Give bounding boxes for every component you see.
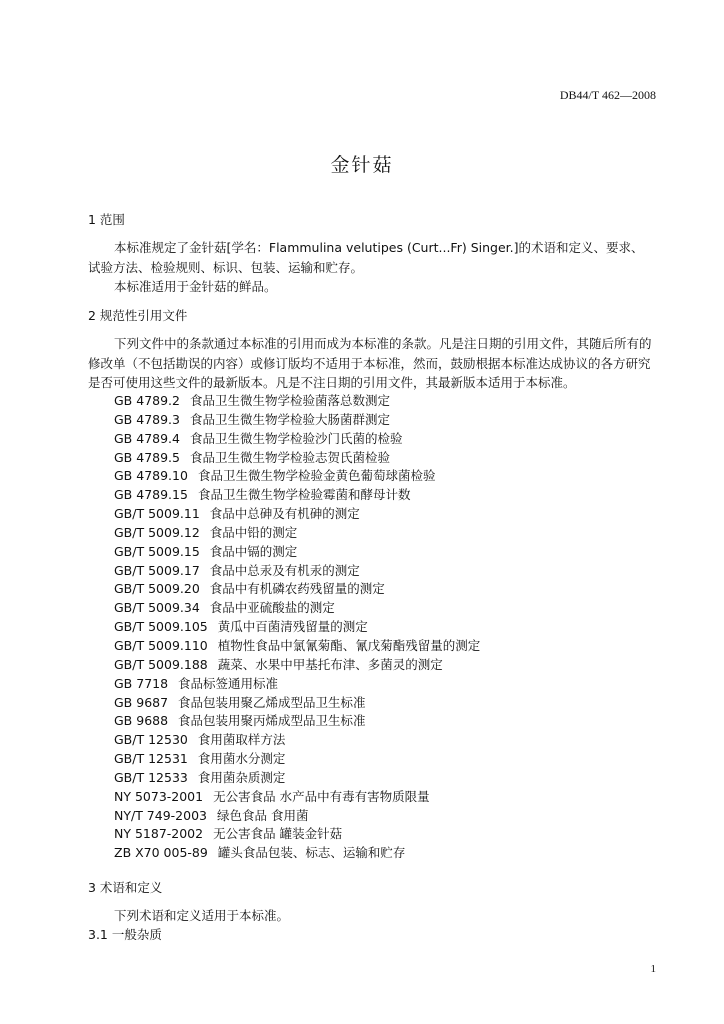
section-1-para-1-line-2: 试验方法、检验规则、标识、包装、运输和贮存。 — [88, 260, 364, 275]
reference-code: NY 5187-2002 — [114, 826, 204, 842]
reference-code: GB/T 5009.20 — [114, 581, 200, 597]
reference-item — [114, 562, 480, 581]
reference-name: 罐头食品包装、标志、运输和贮存 — [217, 845, 406, 861]
reference-code: GB 4789.2 — [114, 393, 180, 408]
reference-name: 食品标签通用标准 — [178, 675, 279, 691]
reference-name: 食品中总砷及有机砷的测定 — [209, 506, 360, 522]
reference-code: GB 4789.10 — [114, 468, 188, 484]
reference-name: 食品包装用聚乙烯成型品卫生标准 — [178, 694, 366, 710]
reference-item — [114, 807, 480, 826]
reference-name: 食品中铅的测定 — [209, 524, 298, 540]
reference-name: 无公害食品 罐装金针菇 — [213, 826, 343, 842]
reference-item — [114, 675, 480, 694]
reference-name: 无公害食品 水产品中有毒有害物质限量 — [213, 788, 430, 804]
reference-name: 蔬菜、水果中甲基托布津、多菌灵的测定 — [217, 656, 443, 672]
reference-name: 食用菌取样方法 — [197, 732, 286, 748]
reference-item — [114, 505, 480, 524]
reference-name: 食品包装用聚丙烯成型品卫生标准 — [178, 713, 366, 729]
reference-name: 食品中亚硫酸盐的测定 — [209, 600, 335, 616]
reference-item — [114, 392, 480, 411]
reference-name: 食品卫生微生物学检验大肠菌群测定 — [189, 411, 390, 427]
reference-name: 食品中镉的测定 — [209, 543, 298, 559]
reference-item — [114, 449, 480, 468]
reference-item — [114, 599, 480, 618]
reference-code: GB 4789.4 — [114, 430, 180, 446]
reference-name: 食品中总汞及有机汞的测定 — [209, 562, 360, 578]
reference-name: 食用菌水分测定 — [197, 751, 286, 767]
reference-item — [114, 618, 480, 637]
reference-code: GB/T 5009.15 — [114, 543, 200, 559]
reference-item — [114, 788, 480, 807]
section-2-intro-line-1: 下列文件中的条款通过本标准的引用而成为本标准的条款。凡是注日期的引用文件，其随后所有的 — [114, 336, 652, 351]
reference-item — [114, 524, 480, 543]
reference-item — [114, 543, 480, 562]
reference-code: GB/T 5009.11 — [114, 506, 200, 522]
reference-item — [114, 486, 480, 505]
section-3-heading: 3 术语和定义 — [88, 880, 163, 895]
reference-name: 食品卫生微生物学检验沙门氏菌的检验 — [189, 430, 403, 446]
reference-list — [114, 392, 480, 863]
reference-code: GB 4789.5 — [114, 449, 180, 465]
reference-name: 黄瓜中百菌清残留量的测定 — [217, 619, 368, 635]
section-1-heading: 1 范围 — [88, 212, 125, 227]
reference-code: ZB X70 005-89 — [114, 845, 208, 861]
document-title: 金针菇 — [330, 154, 394, 176]
reference-code: GB/T 5009.110 — [114, 637, 208, 653]
reference-code: GB 9687 — [114, 694, 169, 710]
page-number: 1 — [650, 963, 656, 975]
reference-item — [114, 694, 480, 713]
reference-code: GB/T 12530 — [114, 732, 188, 748]
section-3-1-heading: 3.1 一般杂质 — [88, 927, 162, 942]
reference-item — [114, 637, 480, 656]
reference-code: GB 9688 — [114, 713, 169, 729]
reference-name: 植物性食品中氯氰菊酯、氰戊菊酯残留量的测定 — [217, 637, 481, 653]
reference-item — [114, 750, 480, 769]
reference-code: GB/T 5009.17 — [114, 562, 200, 578]
reference-item — [114, 769, 480, 788]
section-3-intro: 下列术语和定义适用于本标准。 — [114, 908, 290, 923]
reference-item — [114, 712, 480, 731]
section-2-intro-line-2: 修改单（不包括勘误的内容）或修订版均不适用于本标准，然而，鼓励根据本标准达成协议的各方研究 — [88, 356, 651, 371]
reference-name: 食品卫生微生物学检验志贺氏菌检验 — [189, 449, 390, 465]
reference-item — [114, 580, 480, 599]
reference-code: GB 4789.15 — [114, 487, 188, 503]
reference-code: GB/T 12533 — [114, 769, 188, 785]
reference-code: GB/T 5009.34 — [114, 600, 200, 616]
reference-item — [114, 825, 480, 844]
reference-item — [114, 430, 480, 449]
reference-name: 食品卫生微生物学检验菌落总数测定 — [189, 393, 390, 408]
reference-code: GB/T 5009.188 — [114, 656, 208, 672]
reference-code: GB 7718 — [114, 675, 169, 691]
reference-item — [114, 731, 480, 750]
section-2-intro-line-3: 是否可使用这些文件的最新版本。凡是不注日期的引用文件，其最新版本适用于本标准。 — [88, 375, 576, 390]
reference-item — [114, 844, 480, 863]
reference-item — [114, 411, 480, 430]
reference-code: GB 4789.3 — [114, 411, 180, 427]
reference-name: 绿色食品 食用菌 — [217, 807, 309, 823]
reference-name: 食用菌杂质测定 — [197, 769, 286, 785]
reference-name: 食品中有机磷农药残留量的测定 — [209, 581, 385, 597]
reference-code: NY 5073-2001 — [114, 788, 204, 804]
reference-code: GB/T 5009.105 — [114, 619, 208, 635]
reference-item — [114, 656, 480, 675]
reference-code: NY/T 749-2003 — [114, 807, 207, 823]
reference-code: GB/T 5009.12 — [114, 524, 200, 540]
reference-item — [114, 467, 480, 486]
section-2-heading: 2 规范性引用文件 — [88, 308, 188, 323]
section-1-para-2: 本标准适用于金针菇的鲜品。 — [114, 279, 277, 294]
document-code: DB44/T 462—2008 — [559, 88, 656, 102]
reference-code: GB/T 12531 — [114, 751, 188, 767]
reference-name: 食品卫生微生物学检验霉菌和酵母计数 — [197, 487, 411, 503]
reference-name: 食品卫生微生物学检验金黄色葡萄球菌检验 — [197, 468, 436, 484]
section-1-para-1-line-1: 本标准规定了金针菇[学名：Flammulina velutipes (Curt...Fr) Singer.]的术语和定义、要求、 — [114, 240, 644, 255]
